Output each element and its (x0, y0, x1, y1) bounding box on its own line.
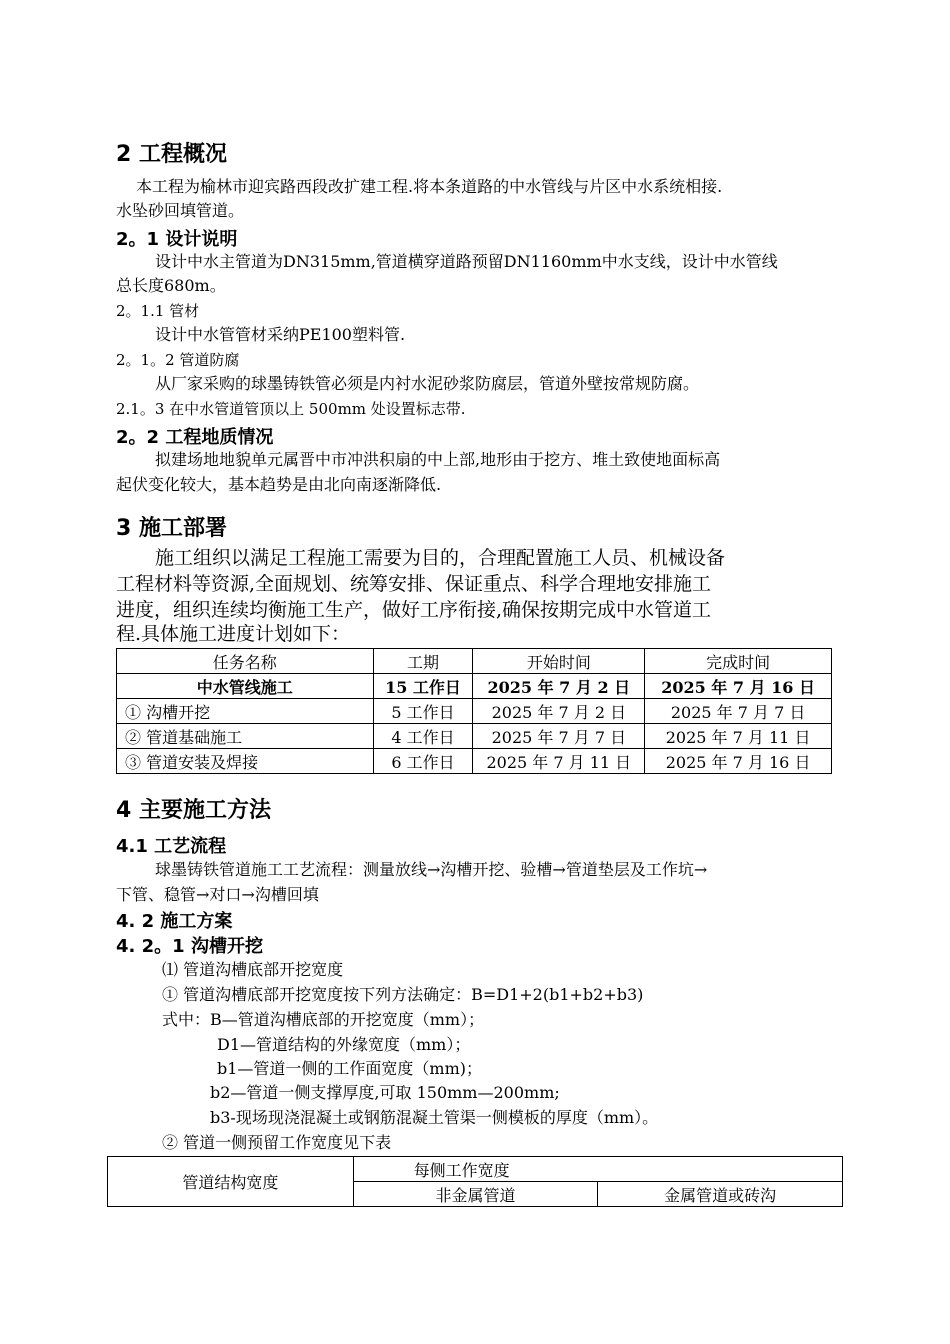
schedule-table (116, 648, 832, 774)
section-2-2-line1: 拟建场地地貌单元属晋中市冲洪积扇的中上部,地形由于挖方、堆土致使地面标高 (155, 450, 721, 469)
section-3-para-line3: 进度，组织连续均衡施工生产，做好工序衔接,确保按期完成中水管道工 (116, 599, 712, 621)
section-2-1-line2: 总长度680m。 (116, 276, 226, 295)
section-4-2-1-heading: 4. 2。1 沟槽开挖 (116, 936, 263, 957)
section-2-1-1-text: 设计中水管管材采纳PE100塑料管. (155, 325, 406, 344)
table-cell: 4 工作日 (373, 724, 473, 749)
section-2-1-line1: 设计中水主管道为DN315mm,管道横穿道路预留DN1160mm中水支线，设计中水管线 (155, 252, 778, 271)
trench-item-1: ⑴ 管道沟槽底部开挖宽度 (162, 960, 344, 979)
table-cell: 中水管线施工 (117, 674, 374, 699)
table-cell: 2025 年 7 月 2 日 (473, 674, 645, 699)
section-3-heading: 3 施工部署 (116, 516, 227, 541)
section-2-1-2-text: 从厂家采购的球墨铸铁管必须是内衬水泥砂浆防腐层，管道外壁按常规防腐。 (155, 374, 700, 393)
section-2-1-heading: 2。1 设计说明 (116, 229, 238, 250)
table-header-cell: 开始时间 (473, 649, 645, 674)
section-2-intro-line2: 水坠砂回填管道。 (116, 201, 245, 220)
section-3-para-line4: 程.具体施工进度计划如下： (116, 623, 351, 645)
table-cell: 2025 年 7 月 2 日 (473, 699, 645, 724)
section-2-2-heading: 2。2 工程地质情况 (116, 427, 274, 448)
section-4-1-line1: 球墨铸铁管道施工工艺流程：测量放线→沟槽开挖、验槽→管道垫层及工作坑→ (155, 860, 708, 879)
work-width-table (107, 1156, 843, 1207)
table-header-cell: 任务名称 (117, 649, 374, 674)
section-4-1-heading: 4.1 工艺流程 (116, 836, 227, 857)
table-row (117, 699, 832, 724)
table-cell: ③ 管道安装及焊接 (117, 749, 374, 774)
formula-line-2: b1—管道一侧的工作面宽度（mm)； (217, 1059, 483, 1078)
table-header-cell: 金属管道或砖沟 (598, 1182, 843, 1207)
formula-line-1: D1—管道结构的外缘宽度（mm）； (217, 1035, 471, 1054)
table-header-cell: 非金属管道 (353, 1182, 598, 1207)
table-cell: 2025 年 7 月 11 日 (473, 749, 645, 774)
table-cell: 2025 年 7 月 11 日 (645, 724, 832, 749)
section-2-1-3-text: 2.1。3 在中水管道管顶以上 500mm 处设置标志带. (116, 400, 466, 418)
section-2-intro-line1: 本工程为榆林市迎宾路西段改扩建工程.将本条道路的中水管线与片区中水系统相接. (136, 177, 723, 196)
table-row (117, 749, 832, 774)
trench-item-3: ② 管道一侧预留工作宽度见下表 (162, 1133, 392, 1152)
section-3-para-line2: 工程材料等资源,全面规划、统筹安排、保证重点、科学合理地安排施工 (116, 573, 712, 595)
formula-line-4: b3-现场现浇混凝土或钢筋混凝土管渠一侧模板的厚度（mm）。 (210, 1108, 659, 1127)
table-header-row (108, 1157, 843, 1182)
section-4-2-heading: 4. 2 施工方案 (116, 911, 233, 932)
section-2-2-line2: 起伏变化较大，基本趋势是由北向南逐渐降低. (116, 475, 442, 494)
section-4-heading: 4 主要施工方法 (116, 798, 271, 823)
table-cell: 2025 年 7 月 16 日 (645, 749, 832, 774)
table-header-cell: 管道结构宽度 (108, 1157, 354, 1207)
table-header-cell: 每侧工作宽度 (353, 1157, 842, 1182)
table-row (117, 674, 832, 699)
table-cell: 5 工作日 (373, 699, 473, 724)
formula-line-3: b2—管道一侧支撑厚度,可取 150mm—200mm; (210, 1083, 560, 1102)
section-2-heading: 2 工程概况 (116, 142, 227, 167)
table-cell: ① 沟槽开挖 (117, 699, 374, 724)
table-header-cell: 工期 (373, 649, 473, 674)
table-header-cell: 完成时间 (645, 649, 832, 674)
section-3-para-line1: 施工组织以满足工程施工需要为目的，合理配置施工人员、机械设备 (155, 547, 726, 569)
section-4-1-line2: 下管、稳管→对口→沟槽回填 (116, 885, 319, 904)
formula-line-0: 式中：B—管道沟槽底部的开挖宽度（mm）； (162, 1010, 485, 1029)
trench-item-2: ① 管道沟槽底部开挖宽度按下列方法确定：B=D1+2(b1+b2+b3) (162, 985, 644, 1004)
table-cell: 2025 年 7 月 7 日 (645, 699, 832, 724)
table-cell: 2025 年 7 月 7 日 (473, 724, 645, 749)
table-cell: ② 管道基础施工 (117, 724, 374, 749)
section-2-1-1-heading: 2。1.1 管材 (116, 302, 200, 320)
section-2-1-2-heading: 2。1。2 管道防腐 (116, 351, 240, 369)
table-cell: 2025 年 7 月 16 日 (645, 674, 832, 699)
table-cell: 6 工作日 (373, 749, 473, 774)
table-cell: 15 工作日 (373, 674, 473, 699)
table-header-row (117, 649, 832, 674)
table-row (117, 724, 832, 749)
